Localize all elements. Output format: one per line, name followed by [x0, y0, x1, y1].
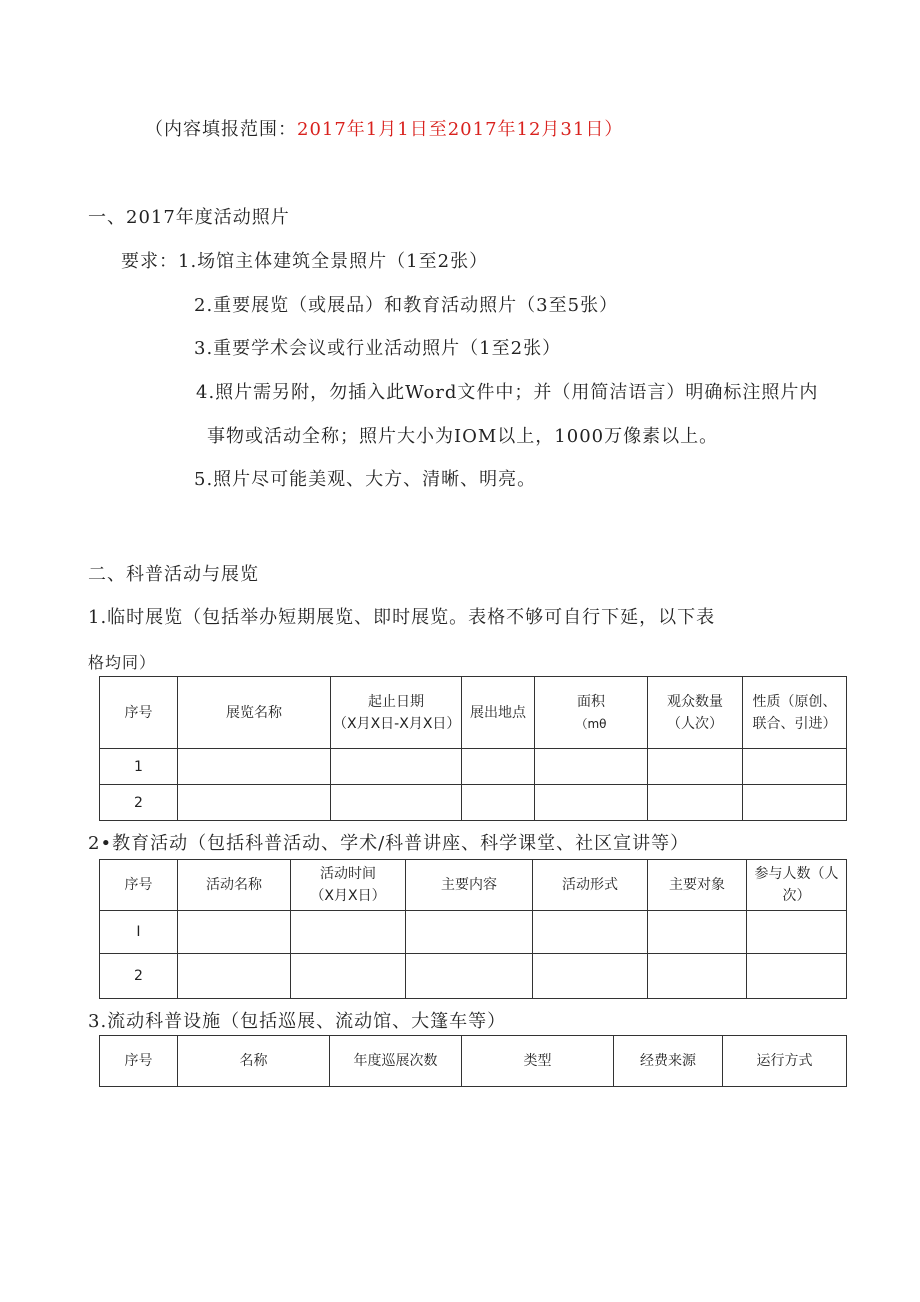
table-cell[interactable] [648, 785, 743, 821]
header-cell [723, 1036, 847, 1087]
scope-note-prefix: （内容填报范围： [145, 119, 297, 140]
table-cell[interactable] [743, 785, 847, 821]
header-annual-tours: 年度巡展次数 [353, 1053, 438, 1069]
table-cell[interactable] [178, 954, 291, 999]
header-cell [291, 860, 406, 911]
header-visitors-unit: （人次） [667, 715, 723, 732]
table-cell[interactable] [406, 911, 533, 954]
header-cell [648, 677, 743, 749]
header-funding-source: 经费来源 [640, 1053, 696, 1069]
table-row [100, 954, 847, 999]
requirement-4-line2: 事物或活动全称；照片大小为IOM以上，1000万像素以上。 [207, 426, 719, 447]
header-no: 序号 [124, 877, 153, 893]
header-type: 类型 [523, 1053, 552, 1069]
row-number: 2 [100, 785, 178, 821]
table-cell[interactable] [648, 954, 747, 999]
table-cell[interactable] [533, 954, 648, 999]
mobile-facility-table [99, 1035, 847, 1087]
header-no: 序号 [124, 1053, 153, 1069]
header-operation-mode: 运行方式 [756, 1053, 813, 1069]
header-main-content: 主要内容 [441, 877, 497, 893]
education-activity-table [99, 859, 847, 999]
table-cell[interactable] [462, 749, 535, 785]
table-cell[interactable] [743, 749, 847, 785]
header-cell [535, 677, 648, 749]
requirement-1: 要求：1.场馆主体建筑全景照片（1至2张） [121, 251, 489, 272]
table-cell[interactable] [747, 954, 847, 999]
header-cell [100, 1036, 178, 1087]
header-main-target: 主要对象 [669, 877, 725, 893]
table-cell[interactable] [535, 785, 648, 821]
header-cell [648, 860, 747, 911]
header-cell [178, 860, 291, 911]
header-date: 起止日期 [368, 693, 424, 710]
item1-heading-line1: 1.临时展览（包括举办短期展览、即时展览。表格不够可自行下延，以下表 [88, 607, 716, 628]
table-cell[interactable] [747, 911, 847, 954]
header-cell [747, 860, 847, 911]
row-number: I [100, 911, 178, 954]
header-cell [533, 860, 648, 911]
table-header-row [100, 677, 847, 749]
header-cell [100, 677, 178, 749]
table-cell[interactable] [406, 954, 533, 999]
header-activity-name: 活动名称 [206, 877, 262, 893]
header-area-unit: （mθ [575, 716, 607, 731]
table-row [100, 785, 847, 821]
table-row [100, 911, 847, 954]
table-cell[interactable] [178, 785, 331, 821]
header-cell [178, 1036, 330, 1087]
item2-heading: 2•教育活动（包括科普活动、学术/科普讲座、科学课堂、社区宣讲等） [88, 833, 690, 854]
item1-heading-line2: 格均同） [88, 653, 157, 672]
header-exhibition-name: 展览名称 [226, 704, 282, 721]
header-nature-options: 联合、引进） [752, 715, 837, 732]
table-cell[interactable] [648, 749, 743, 785]
header-cell [743, 677, 847, 749]
table-cell[interactable] [533, 911, 648, 954]
table-cell[interactable] [178, 911, 291, 954]
header-visitors: 观众数量 [667, 693, 723, 710]
header-activity-time: 活动时间 [320, 866, 376, 882]
header-date-note: （X月X日-X月X日） [333, 715, 461, 732]
table-cell[interactable] [178, 749, 331, 785]
scope-note-range: 2017年1月1日至2017年12月31日） [297, 119, 624, 140]
table-cell[interactable] [648, 911, 747, 954]
item3-heading: 3.流动科普设施（包括巡展、流动馆、大篷车等） [88, 1011, 507, 1032]
header-cell [100, 860, 178, 911]
table-header-row [100, 860, 847, 911]
header-no: 序号 [124, 704, 153, 721]
header-participants-unit: 次） [782, 888, 811, 904]
table-row [100, 749, 847, 785]
table-cell[interactable] [291, 954, 406, 999]
temporary-exhibition-table [99, 676, 847, 821]
header-cell [178, 677, 331, 749]
requirement-2: 2.重要展览（或展品）和教育活动照片（3至5张） [194, 295, 619, 316]
row-number: 2 [100, 954, 178, 999]
header-cell [462, 677, 535, 749]
table-cell[interactable] [331, 785, 462, 821]
header-venue: 展出地点 [470, 704, 526, 721]
header-cell [614, 1036, 723, 1087]
header-cell [331, 677, 462, 749]
table-header-row [100, 1036, 847, 1087]
header-facility-name: 名称 [239, 1053, 268, 1069]
header-area: 面积 [577, 693, 605, 710]
requirement-3: 3.重要学术会议或行业活动照片（1至2张） [194, 338, 562, 359]
table-cell[interactable] [535, 749, 648, 785]
header-activity-form: 活动形式 [562, 877, 618, 893]
row-number: 1 [100, 749, 178, 785]
requirement-5: 5.照片尽可能美观、大方、清晰、明亮。 [194, 469, 537, 490]
header-cell [462, 1036, 614, 1087]
header-participants: 参与人数（人 [754, 866, 839, 882]
table-cell[interactable] [291, 911, 406, 954]
header-cell [406, 860, 533, 911]
requirement-4-line1: 4.照片需另附，勿插入此Word文件中；并（用简洁语言）明确标注照片内 [196, 382, 819, 403]
section1-title: 一、2017年度活动照片 [88, 207, 290, 228]
section2-title: 二、科普活动与展览 [88, 564, 259, 585]
header-activity-time-note: （X月X日） [310, 888, 386, 904]
header-cell [330, 1036, 462, 1087]
header-nature: 性质（原创、 [752, 693, 837, 710]
scope-note [145, 119, 623, 141]
table-cell[interactable] [462, 785, 535, 821]
table-cell[interactable] [331, 749, 462, 785]
